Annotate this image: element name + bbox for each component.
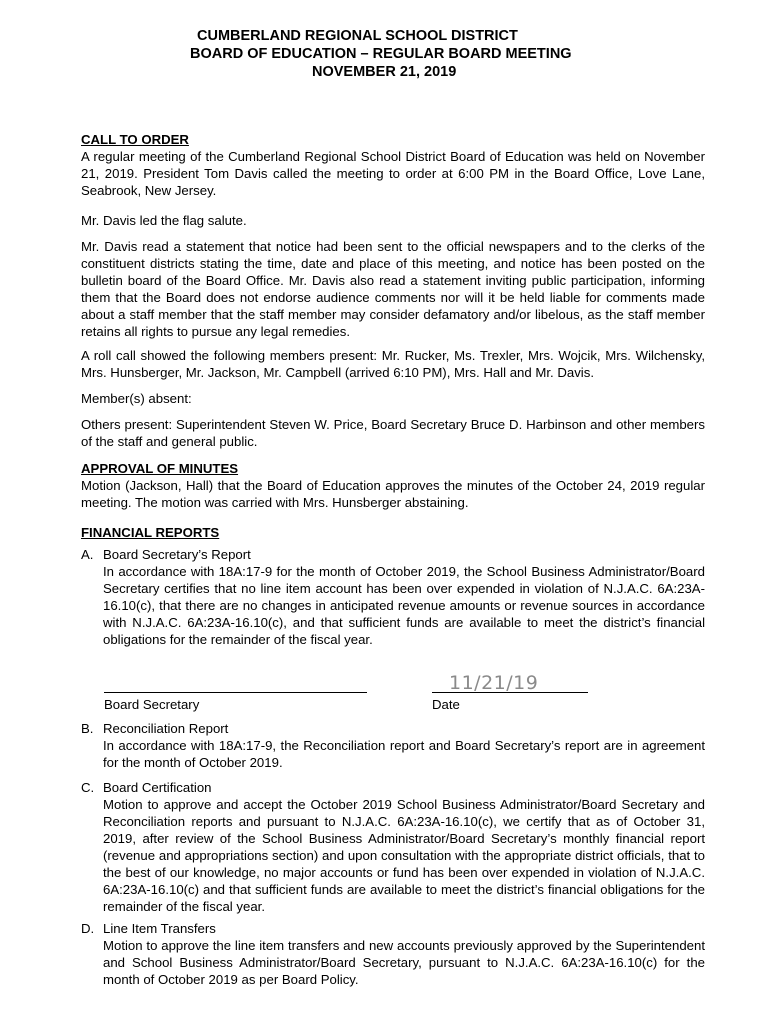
absent-section (81, 390, 705, 407)
flag-salute-section (81, 212, 705, 229)
financial-reports-heading-block (81, 524, 705, 541)
roll-call-section (81, 347, 705, 381)
notice-section (81, 238, 705, 340)
approval-of-minutes-section (81, 460, 705, 511)
call-to-order-paragraph: A regular meeting of the Cumberland Regional School District Board of Education was held on November 21, 2019. President Tom Davis called the meeting to order at 6:00 PM in the Board Office, Love Lane, Seabrook, New Jersey. (81, 149, 705, 198)
roll-call-paragraph: A roll call showed the following members present: Mr. Rucker, Ms. Trexler, Mrs. Wojcik, Mrs. Wilchensky, Mrs. Hunsberger, Mr. Jackson, Mr. Campbell (arrived 6:10 PM), Mrs. Hall and Mr. Davis. (81, 348, 705, 380)
item-body: Motion to approve the line item transfers and new accounts previously approved by the Superintendent and School Business Administrator/Board Secretary, pursuant to N.J.A.C. 6A:23A-16.10(c) for the month of October 2019 as per Board Policy. (103, 938, 705, 987)
item-title: Board Certification (103, 780, 212, 795)
report-item-b (81, 720, 705, 771)
item-body: In accordance with 18A:17-9, the Reconciliation report and Board Secretary’s report are in agreement for the month of October 2019. (103, 738, 705, 770)
item-letter: B. (81, 721, 94, 736)
secretary-label: Board Secretary (104, 697, 200, 712)
item-letter: D. (81, 921, 95, 936)
item-title: Line Item Transfers (103, 921, 216, 936)
flag-salute-paragraph: Mr. Davis led the flag salute. (81, 213, 247, 228)
report-item-a (81, 546, 705, 648)
item-letter: A. (81, 547, 94, 562)
report-item-d (81, 920, 705, 988)
others-present-paragraph: Others present: Superintendent Steven W. Price, Board Secretary Bruce D. Harbinson and other members of the staff and general public. (81, 417, 705, 449)
item-letter: C. (81, 780, 95, 795)
district-title: CUMBERLAND REGIONAL SCHOOL DISTRICT (197, 28, 518, 44)
approval-of-minutes-heading: APPROVAL OF MINUTES (81, 461, 239, 476)
date-line (432, 692, 588, 693)
handwritten-date: 11/21/19 (449, 672, 539, 694)
date-label: Date (432, 697, 460, 712)
call-to-order-heading: CALL TO ORDER (81, 132, 189, 147)
meeting-date-title: NOVEMBER 21, 2019 (312, 64, 457, 80)
report-item-c (81, 779, 705, 915)
members-absent-paragraph: Member(s) absent: (81, 391, 192, 406)
notice-statement-paragraph: Mr. Davis read a statement that notice had been sent to the official newspapers and to the clerks of the constituent districts stating the time, date and place of this meeting, and notice has been posted on the bulletin board of the Board Office. Mr. Davis also read a statement inviting public participation, informing them that the Board does not endorse audience comments nor will it be held liable for comments made about a staff member that the staff member may consider defamatory and/or libelous, as the staff member retains all rights to pursue any legal remedies. (81, 239, 705, 339)
secretary-signature-line (104, 692, 367, 693)
call-to-order-section (81, 131, 705, 199)
item-body: In accordance with 18A:17-9 for the month of October 2019, the School Business Administrator/Board Secretary certifies that no line item account has been over expended in violation of N.J.A.C. 6A:23A-16.10(c), that there are no changes in anticipated revenue amounts or revenue sources in accordance with N.J.A.C. 6A:23A-16.10(c), and that sufficient funds are available to meet the district’s financial obligations for the remainder of the fiscal year. (103, 564, 705, 647)
approval-of-minutes-paragraph: Motion (Jackson, Hall) that the Board of Education approves the minutes of the October 24, 2019 regular meeting. The motion was carried with Mrs. Hunsberger abstaining. (81, 478, 705, 510)
item-title: Reconciliation Report (103, 721, 229, 736)
financial-reports-heading: FINANCIAL REPORTS (81, 525, 220, 540)
item-title: Board Secretary’s Report (103, 547, 251, 562)
meeting-title: BOARD OF EDUCATION – REGULAR BOARD MEETING (190, 46, 572, 62)
others-present-section (81, 416, 705, 450)
item-body: Motion to approve and accept the October 2019 School Business Administrator/Board Secretary and Reconciliation reports and pursuant to N.J.A.C. 6A:23A-16.10(c), we certify that as of October 31, 2019, after review of the School Business Administrator/Board Secretary’s monthly financial report (revenue and appropriations section) and upon consultation with the appropriate district officials, that to the best of our knowledge, no major accounts or fund has been over expended in violation of N.J.A.C. 6A:23A-16.10(c) and that sufficient funds are available to meet the district’s financial obligations for the remainder of the fiscal year. (103, 797, 705, 914)
